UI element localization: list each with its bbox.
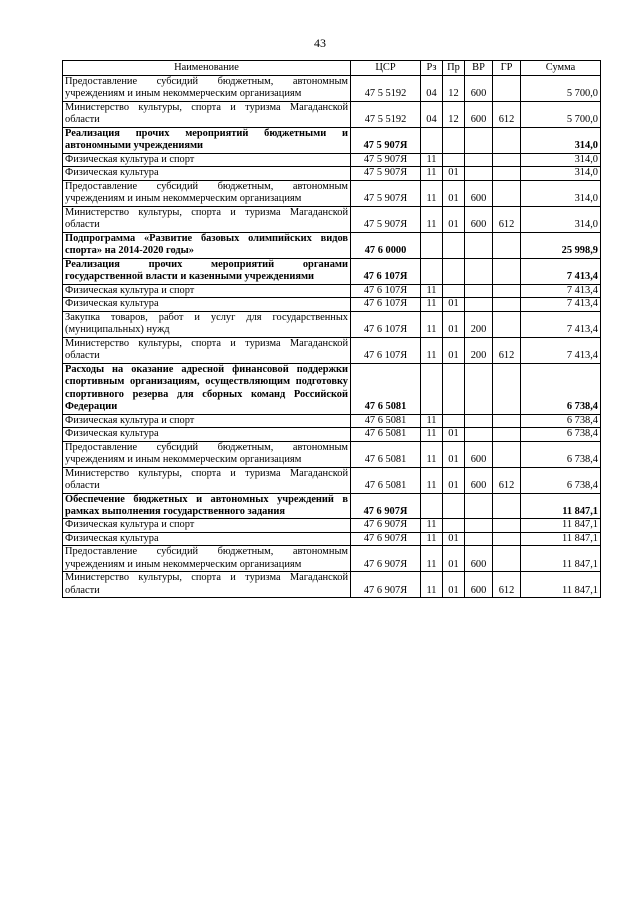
cell-vr: 600: [465, 572, 493, 598]
cell-vr: 600: [465, 76, 493, 102]
cell-rz: 11: [421, 519, 443, 532]
cell-gr: 612: [493, 467, 521, 493]
cell-vr: 600: [465, 467, 493, 493]
cell-rz: 11: [421, 153, 443, 166]
cell-gr: [493, 441, 521, 467]
cell-pr: 01: [443, 298, 465, 311]
cell-pr: 01: [443, 428, 465, 441]
cell-vr: [465, 284, 493, 297]
cell-pr: 01: [443, 532, 465, 545]
cell-vr: [465, 414, 493, 427]
cell-sum: 7 413,4: [521, 284, 601, 297]
cell-rz: 11: [421, 180, 443, 206]
table-row: [63, 206, 601, 232]
cell-rz: [421, 493, 443, 519]
cell-gr: [493, 519, 521, 532]
budget-table: [62, 60, 601, 598]
cell-csr: 47 5 907Я: [351, 127, 421, 153]
table-row: [63, 467, 601, 493]
cell-csr: 47 6 107Я: [351, 337, 421, 363]
cell-vr: [465, 298, 493, 311]
cell-gr: [493, 76, 521, 102]
header-sum: Сумма: [521, 61, 601, 76]
table-row: [63, 572, 601, 598]
cell-pr: [443, 519, 465, 532]
cell-pr: [443, 493, 465, 519]
cell-sum: 314,0: [521, 180, 601, 206]
cell-gr: 612: [493, 337, 521, 363]
header-gr: ГР: [493, 61, 521, 76]
cell-sum: 11 847,1: [521, 519, 601, 532]
cell-rz: 11: [421, 167, 443, 180]
page-number: 43: [314, 36, 326, 50]
cell-sum: 11 847,1: [521, 546, 601, 572]
cell-csr: 47 6 5081: [351, 467, 421, 493]
cell-vr: 600: [465, 546, 493, 572]
cell-pr: [443, 258, 465, 284]
cell-csr: 47 6 5081: [351, 414, 421, 427]
cell-csr: 47 5 5192: [351, 101, 421, 127]
cell-csr: 47 6 107Я: [351, 284, 421, 297]
cell-rz: 11: [421, 298, 443, 311]
table-row: [63, 167, 601, 180]
table-row: [63, 428, 601, 441]
table-row: [63, 546, 601, 572]
cell-pr: 01: [443, 311, 465, 337]
cell-name: Физическая культура: [63, 298, 351, 311]
cell-sum: 314,0: [521, 153, 601, 166]
cell-csr: 47 6 907Я: [351, 532, 421, 545]
cell-vr: 600: [465, 206, 493, 232]
table-row: [63, 127, 601, 153]
cell-name: Физическая культура: [63, 167, 351, 180]
cell-sum: 6 738,4: [521, 414, 601, 427]
cell-pr: [443, 127, 465, 153]
cell-name: Подпрограмма «Развитие базовых олимпийских видов спорта» на 2014-2020 годы»: [63, 232, 351, 258]
cell-pr: [443, 363, 465, 414]
cell-pr: 01: [443, 467, 465, 493]
cell-name: Физическая культура и спорт: [63, 519, 351, 532]
cell-gr: [493, 428, 521, 441]
cell-rz: [421, 258, 443, 284]
cell-name: Министерство культуры, спорта и туризма Магаданской области: [63, 572, 351, 598]
cell-sum: 7 413,4: [521, 298, 601, 311]
cell-name: Обеспечение бюджетных и автономных учреждений в рамках выполнения государственного задания: [63, 493, 351, 519]
cell-pr: [443, 232, 465, 258]
table-row: [63, 519, 601, 532]
table-row: [63, 76, 601, 102]
table-row: [63, 101, 601, 127]
cell-rz: 04: [421, 101, 443, 127]
cell-rz: 11: [421, 428, 443, 441]
cell-gr: 612: [493, 206, 521, 232]
cell-vr: 600: [465, 441, 493, 467]
cell-rz: 11: [421, 414, 443, 427]
cell-csr: 47 5 907Я: [351, 153, 421, 166]
table-row: [63, 337, 601, 363]
cell-sum: 11 847,1: [521, 493, 601, 519]
cell-name: Расходы на оказание адресной финансовой поддержки спортивным организациям, осуществляющим подготовку спортивного резерва для сборных команд Российской Федерации: [63, 363, 351, 414]
cell-sum: 7 413,4: [521, 311, 601, 337]
cell-gr: [493, 363, 521, 414]
cell-vr: 200: [465, 337, 493, 363]
cell-name: Предоставление субсидий бюджетным, автономным учреждениям и иным некоммерческим организациям: [63, 441, 351, 467]
cell-name: Министерство культуры, спорта и туризма Магаданской области: [63, 467, 351, 493]
cell-sum: 6 738,4: [521, 441, 601, 467]
cell-csr: 47 6 107Я: [351, 258, 421, 284]
cell-name: Министерство культуры, спорта и туризма Магаданской области: [63, 337, 351, 363]
cell-gr: [493, 546, 521, 572]
cell-vr: [465, 153, 493, 166]
cell-name: Физическая культура и спорт: [63, 414, 351, 427]
cell-csr: 47 5 907Я: [351, 180, 421, 206]
cell-rz: 11: [421, 532, 443, 545]
cell-name: Министерство культуры, спорта и туризма Магаданской области: [63, 206, 351, 232]
cell-sum: 314,0: [521, 206, 601, 232]
cell-pr: 01: [443, 572, 465, 598]
cell-pr: [443, 153, 465, 166]
cell-rz: [421, 127, 443, 153]
cell-vr: [465, 363, 493, 414]
cell-vr: [465, 127, 493, 153]
cell-pr: 12: [443, 76, 465, 102]
cell-rz: 11: [421, 337, 443, 363]
cell-vr: 600: [465, 101, 493, 127]
cell-name: Физическая культура: [63, 428, 351, 441]
cell-vr: 600: [465, 180, 493, 206]
cell-name: Предоставление субсидий бюджетным, автономным учреждениям и иным некоммерческим организациям: [63, 180, 351, 206]
cell-rz: 11: [421, 572, 443, 598]
cell-vr: [465, 167, 493, 180]
cell-name: Закупка товаров, работ и услуг для государственных (муниципальных) нужд: [63, 311, 351, 337]
cell-gr: [493, 127, 521, 153]
cell-csr: 47 5 5192: [351, 76, 421, 102]
cell-gr: [493, 493, 521, 519]
cell-name: Физическая культура и спорт: [63, 153, 351, 166]
cell-vr: [465, 493, 493, 519]
cell-gr: [493, 258, 521, 284]
cell-gr: 612: [493, 101, 521, 127]
table-body: [63, 76, 601, 598]
cell-gr: [493, 180, 521, 206]
cell-pr: [443, 414, 465, 427]
table-row: [63, 493, 601, 519]
cell-name: Министерство культуры, спорта и туризма Магаданской области: [63, 101, 351, 127]
cell-csr: 47 6 5081: [351, 441, 421, 467]
cell-sum: 314,0: [521, 167, 601, 180]
header-name: Наименование: [63, 61, 351, 76]
cell-gr: 612: [493, 572, 521, 598]
table-row: [63, 441, 601, 467]
cell-sum: 6 738,4: [521, 467, 601, 493]
table-row: [63, 311, 601, 337]
cell-name: Предоставление субсидий бюджетным, автономным учреждениям и иным некоммерческим организациям: [63, 76, 351, 102]
cell-csr: 47 6 907Я: [351, 546, 421, 572]
cell-gr: [493, 298, 521, 311]
cell-sum: 5 700,0: [521, 101, 601, 127]
cell-gr: [493, 232, 521, 258]
header-vr: ВР: [465, 61, 493, 76]
cell-rz: 11: [421, 546, 443, 572]
cell-csr: 47 6 907Я: [351, 493, 421, 519]
table-row: [63, 298, 601, 311]
cell-csr: 47 6 5081: [351, 363, 421, 414]
cell-csr: 47 6 0000: [351, 232, 421, 258]
cell-vr: [465, 532, 493, 545]
cell-vr: [465, 258, 493, 284]
cell-pr: 01: [443, 441, 465, 467]
cell-gr: [493, 153, 521, 166]
cell-name: Физическая культура и спорт: [63, 284, 351, 297]
cell-pr: 01: [443, 546, 465, 572]
cell-rz: 11: [421, 206, 443, 232]
cell-csr: 47 5 907Я: [351, 206, 421, 232]
cell-csr: 47 6 107Я: [351, 311, 421, 337]
header-pr: Пр: [443, 61, 465, 76]
cell-sum: 11 847,1: [521, 572, 601, 598]
cell-vr: [465, 428, 493, 441]
cell-gr: [493, 414, 521, 427]
table-row: [63, 232, 601, 258]
table-row: [63, 363, 601, 414]
cell-gr: [493, 532, 521, 545]
cell-pr: 12: [443, 101, 465, 127]
cell-rz: 11: [421, 467, 443, 493]
cell-gr: [493, 167, 521, 180]
cell-csr: 47 6 907Я: [351, 519, 421, 532]
cell-csr: 47 6 5081: [351, 428, 421, 441]
cell-csr: 47 6 107Я: [351, 298, 421, 311]
cell-sum: 11 847,1: [521, 532, 601, 545]
cell-sum: 7 413,4: [521, 337, 601, 363]
cell-vr: [465, 232, 493, 258]
cell-csr: 47 6 907Я: [351, 572, 421, 598]
cell-rz: [421, 363, 443, 414]
cell-vr: 200: [465, 311, 493, 337]
cell-sum: 6 738,4: [521, 428, 601, 441]
table-row: [63, 153, 601, 166]
cell-gr: [493, 284, 521, 297]
cell-name: Физическая культура: [63, 532, 351, 545]
header-rz: Рз: [421, 61, 443, 76]
table-row: [63, 284, 601, 297]
cell-sum: 7 413,4: [521, 258, 601, 284]
cell-name: Реализация прочих мероприятий бюджетными и автономными учреждениями: [63, 127, 351, 153]
cell-rz: [421, 232, 443, 258]
cell-pr: 01: [443, 180, 465, 206]
table-row: [63, 258, 601, 284]
cell-name: Реализация прочих мероприятий органами государственной власти и казенными учреждениями: [63, 258, 351, 284]
table-row: [63, 532, 601, 545]
cell-rz: 11: [421, 441, 443, 467]
cell-name: Предоставление субсидий бюджетным, автономным учреждениям и иным некоммерческим организациям: [63, 546, 351, 572]
cell-rz: 11: [421, 284, 443, 297]
cell-sum: 5 700,0: [521, 76, 601, 102]
cell-pr: 01: [443, 337, 465, 363]
cell-gr: [493, 311, 521, 337]
cell-pr: [443, 284, 465, 297]
cell-csr: 47 5 907Я: [351, 167, 421, 180]
table-header-row: [63, 61, 601, 76]
cell-sum: 6 738,4: [521, 363, 601, 414]
cell-vr: [465, 519, 493, 532]
cell-rz: 11: [421, 311, 443, 337]
table-row: [63, 180, 601, 206]
header-csr: ЦСР: [351, 61, 421, 76]
table-row: [63, 414, 601, 427]
cell-pr: 01: [443, 167, 465, 180]
cell-pr: 01: [443, 206, 465, 232]
cell-rz: 04: [421, 76, 443, 102]
cell-sum: 25 998,9: [521, 232, 601, 258]
cell-sum: 314,0: [521, 127, 601, 153]
